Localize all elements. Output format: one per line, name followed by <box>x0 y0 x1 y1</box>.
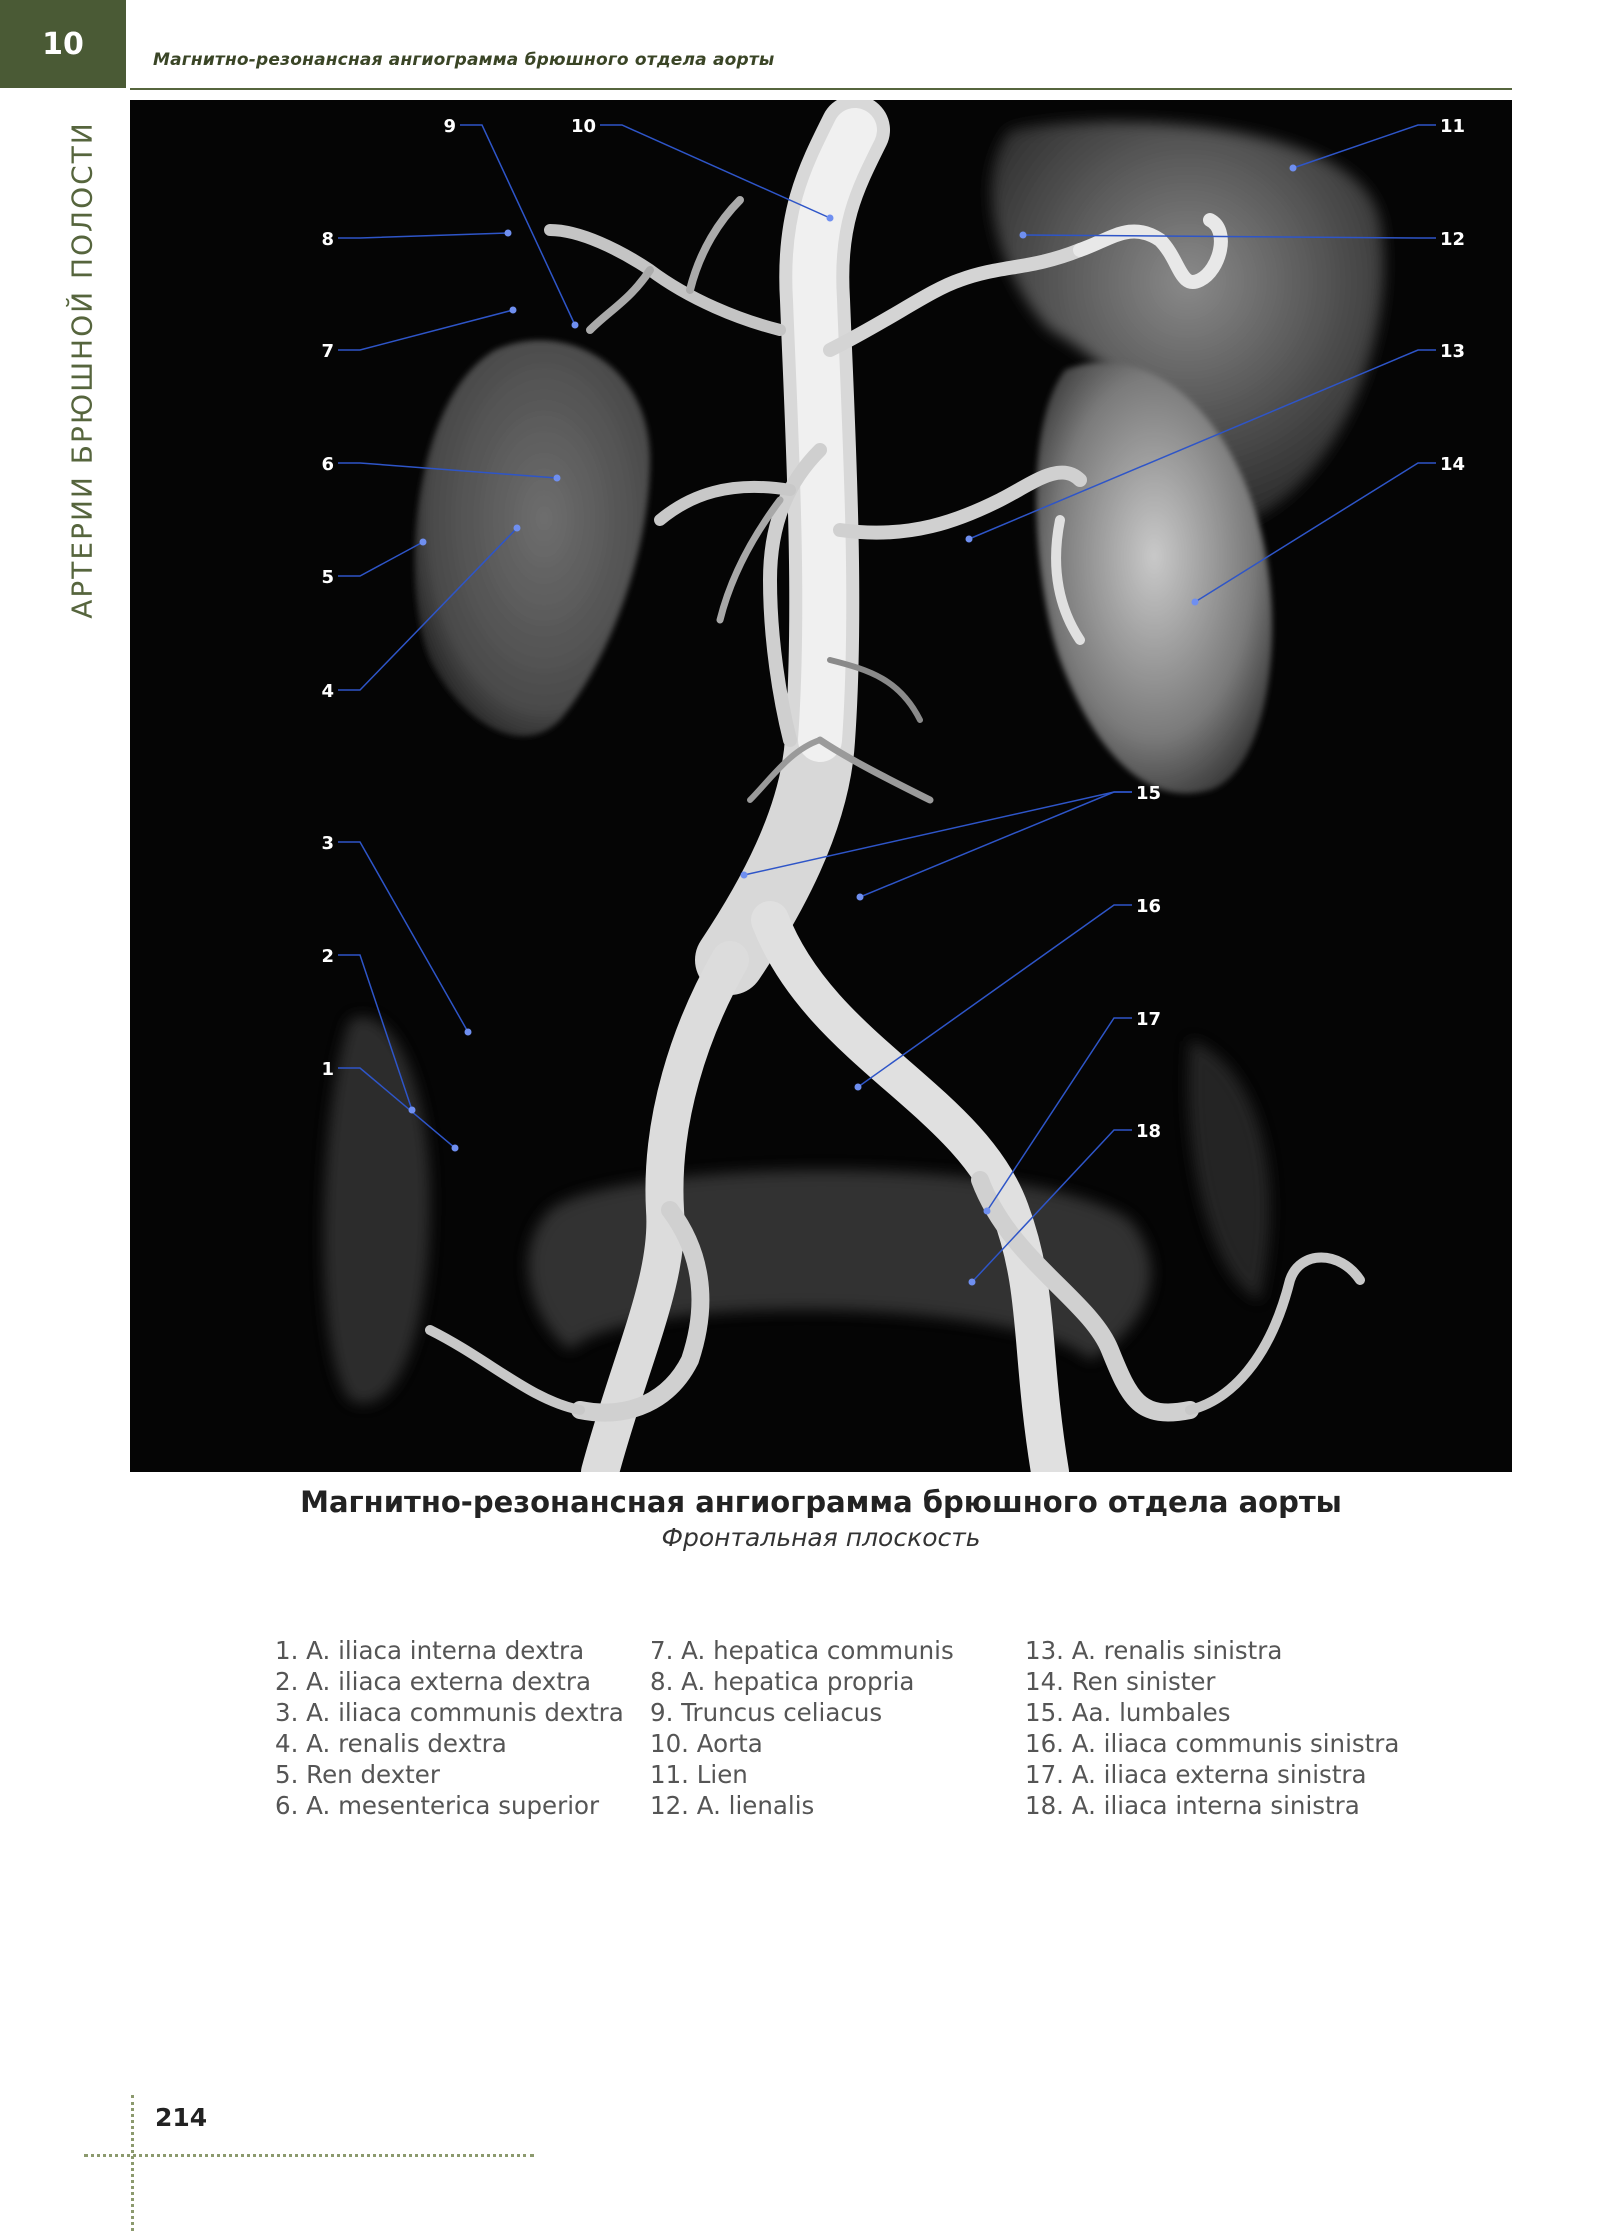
legend-item: 10. Aorta <box>650 1729 763 1758</box>
label-7: 7 <box>321 341 334 362</box>
legend-item: 16. A. iliaca communis sinistra <box>1025 1729 1400 1758</box>
label-1: 1 <box>321 1059 334 1080</box>
legend-item: 8. A. hepatica propria <box>650 1667 915 1696</box>
label-10: 10 <box>570 116 596 137</box>
legend-item: 7. A. hepatica communis <box>650 1636 954 1665</box>
legend-item: 13. A. renalis sinistra <box>1025 1636 1283 1665</box>
legend-item: 17. A. iliaca externa sinistra <box>1025 1760 1367 1789</box>
right-kidney-shape <box>415 340 650 736</box>
chapter-number: 10 <box>42 26 84 62</box>
legend-item: 1. A. iliaca interna dextra <box>275 1636 585 1665</box>
legend-item: 2. A. iliaca externa dextra <box>275 1667 591 1696</box>
footer-dotted-rule <box>84 2154 534 2157</box>
label-5: 5 <box>321 567 334 588</box>
legend-item: 9. Truncus celiacus <box>650 1698 883 1727</box>
angiogram-figure <box>130 100 1512 1472</box>
label-12: 12 <box>1440 229 1466 250</box>
legend-item: 14. Ren sinister <box>1025 1667 1216 1696</box>
angiogram-image <box>130 100 1512 1472</box>
chapter-number-box <box>0 0 126 88</box>
label-11: 11 <box>1440 116 1466 137</box>
running-header-title: Магнитно-резонансная ангиограмма брюшного отдела аорты <box>153 50 775 70</box>
side-section-label-text: АРТЕРИИ БРЮШНОЙ ПОЛОСТИ <box>65 121 99 619</box>
label-15: 15 <box>1136 783 1162 804</box>
legend-column-2 <box>650 1635 1025 1821</box>
legend-item: 5. Ren dexter <box>275 1760 440 1789</box>
label-17: 17 <box>1136 1009 1162 1030</box>
label-14: 14 <box>1440 454 1466 475</box>
side-section-label <box>64 115 100 625</box>
figure-caption <box>130 1485 1512 1552</box>
caption-title: Магнитно-резонансная ангиограмма брюшного отдела аорты <box>300 1485 1342 1519</box>
label-9: 9 <box>443 116 456 137</box>
label-13: 13 <box>1440 341 1466 362</box>
page-number: 214 <box>155 2103 208 2132</box>
legend-item: 15. Aa. lumbales <box>1025 1698 1231 1727</box>
header-rule <box>130 88 1512 90</box>
legend-item: 4. A. renalis dextra <box>275 1729 507 1758</box>
label-18: 18 <box>1136 1121 1162 1142</box>
label-4: 4 <box>321 681 334 702</box>
label-2: 2 <box>321 946 334 967</box>
legend-item: 6. A. mesenterica superior <box>275 1791 600 1820</box>
legend-column-1 <box>275 1635 650 1821</box>
legend-item: 12. A. lienalis <box>650 1791 815 1820</box>
footer-dotted-vertical-rule <box>131 2095 134 2231</box>
label-8: 8 <box>321 229 334 250</box>
legend <box>275 1635 1400 1821</box>
label-16: 16 <box>1136 896 1162 917</box>
legend-item: 11. Lien <box>650 1760 748 1789</box>
legend-column-3 <box>1025 1635 1400 1821</box>
legend-item: 18. A. iliaca interna sinistra <box>1025 1791 1360 1820</box>
label-3: 3 <box>321 833 334 854</box>
legend-item: 3. A. iliaca communis dextra <box>275 1698 624 1727</box>
label-6: 6 <box>321 454 334 475</box>
caption-subtitle: Фронтальная плоскость <box>661 1523 981 1552</box>
